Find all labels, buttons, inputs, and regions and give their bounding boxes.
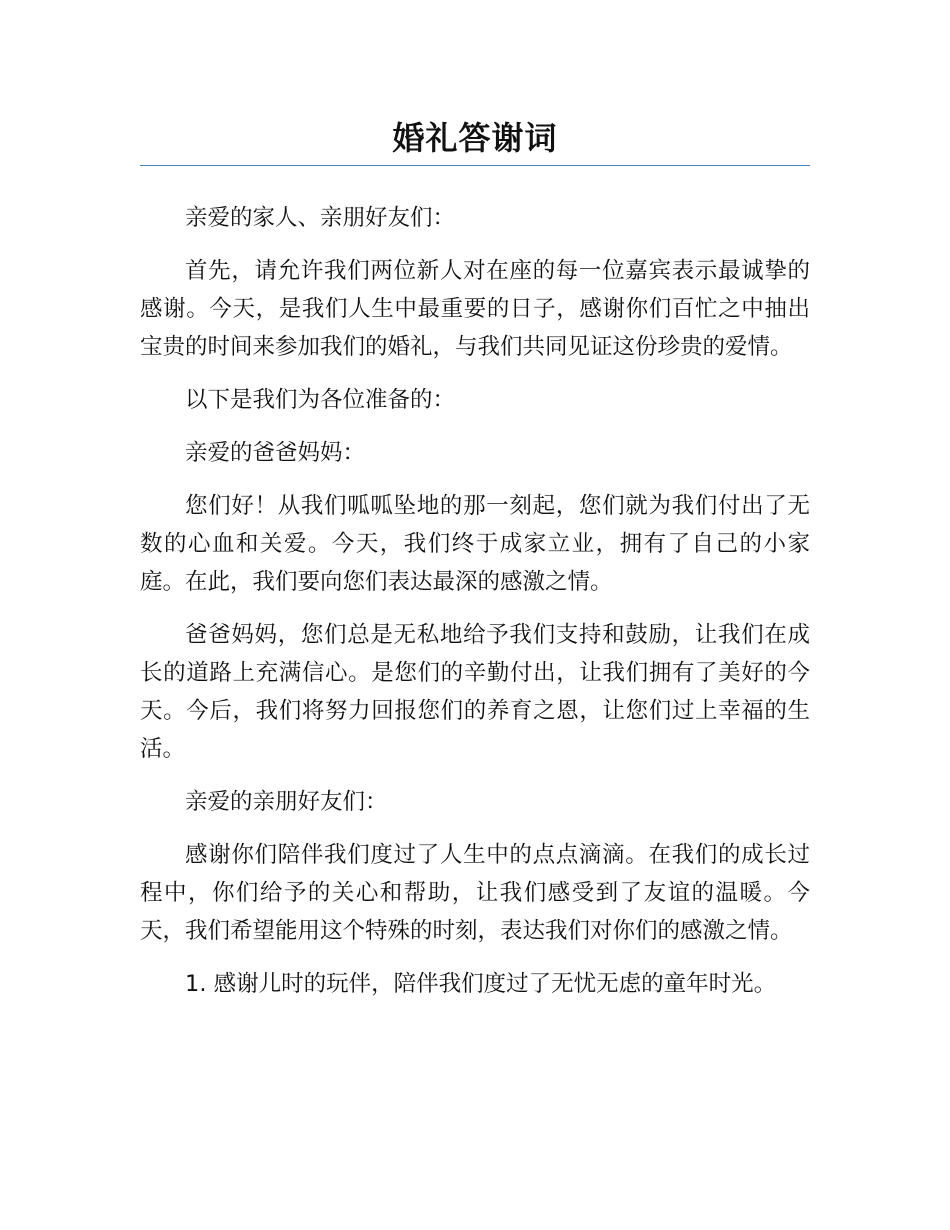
document-title: 婚礼答谢词	[392, 119, 558, 157]
document-body	[140, 199, 810, 1003]
paragraph-friends: 感谢你们陪伴我们度过了人生中的点点滴滴。在我们的成长过程中，你们给予的关心和帮助，让我们感受到了友谊的温暖。今天，我们希望能用这个特殊的时刻，表达我们对你们的感激之情。	[140, 842, 810, 944]
salutation-friends: 亲爱的亲朋好友们：	[185, 789, 388, 815]
list-item-1: 1. 感谢儿时的玩伴，陪伴我们度过了无忧无虑的童年时光。	[185, 971, 777, 997]
paragraph-parents-2: 爸爸妈妈，您们总是无私地给予我们支持和鼓励，让我们在成长的道路上充满信心。是您们的辛勤付出，让我们拥有了美好的今天。今后，我们将努力回报您们的养育之恩，让您们过上幸福的生活。	[140, 622, 810, 762]
salutation-parents: 亲爱的爸爸妈妈：	[185, 440, 366, 466]
salutation-all: 亲爱的家人、亲朋好友们：	[185, 205, 456, 231]
paragraph-intro: 以下是我们为各位准备的：	[185, 387, 456, 413]
document-page	[140, 0, 810, 1018]
paragraph-parents-1: 您们好！从我们呱呱坠地的那一刻起，您们就为我们付出了无数的心血和关爱。今天，我们终于成家立业，拥有了自己的小家庭。在此，我们要向您们表达最深的感激之情。	[140, 493, 810, 595]
title-underline	[140, 165, 810, 166]
paragraph-opening-thanks: 首先，请允许我们两位新人对在座的每一位嘉宾表示最诚挚的感谢。今天，是我们人生中最重要的日子，感谢你们百忙之中抽出宝贵的时间来参加我们的婚礼，与我们共同见证这份珍贵的爱情。	[140, 258, 810, 360]
